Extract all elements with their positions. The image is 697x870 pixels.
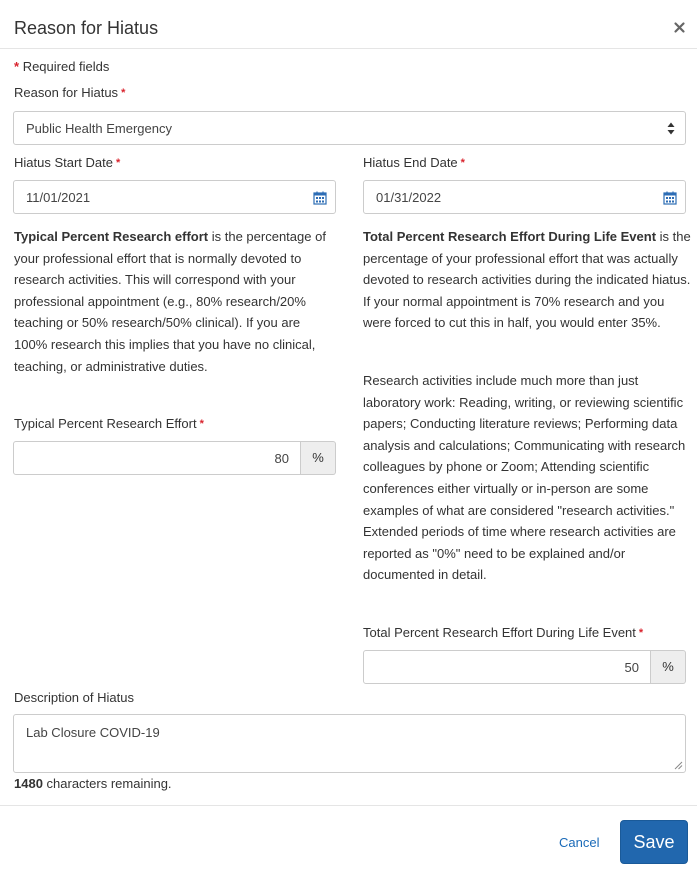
save-button[interactable]: Save bbox=[620, 820, 688, 864]
total-effort-help-text bbox=[363, 226, 691, 334]
typical-effort-label-text: Typical Percent Research Effort bbox=[14, 416, 197, 431]
required-note-text: Required fields bbox=[22, 59, 110, 74]
dialog-header bbox=[0, 0, 697, 49]
total-effort-help-title: Total Percent Research Effort During Life Event bbox=[363, 229, 657, 244]
description-value: Lab Closure COVID-19 bbox=[26, 725, 160, 740]
start-date-label bbox=[14, 155, 120, 171]
required-star: * bbox=[14, 59, 20, 74]
end-date-input[interactable] bbox=[363, 180, 686, 214]
typical-effort-help-title: Typical Percent Research effort bbox=[14, 229, 209, 244]
typical-effort-label bbox=[14, 416, 204, 432]
typical-effort-input[interactable] bbox=[13, 441, 301, 475]
characters-remaining-text: characters remaining. bbox=[42, 776, 172, 791]
typical-effort-help-body: is the percentage of your professional effort that is normally devoted to research activities. This will correspond with your professional appointment (e.g., 80% research/20% teaching or 50% research/50% clinical). If you are 100% research this implies that you have no clinical, teaching, or administrative duties. bbox=[14, 229, 326, 374]
required-star: * bbox=[116, 157, 121, 169]
required-fields-note bbox=[14, 59, 109, 75]
end-date-label bbox=[363, 155, 465, 171]
description-textarea[interactable] bbox=[13, 714, 686, 773]
total-effort-help-body: is the percentage of your professional effort that was actually devoted to research activities during the indicated hiatus. If your normal appointment is 70% research and you were forced to cut this in half, you would enter 35%. bbox=[363, 229, 691, 331]
calendar-icon[interactable] bbox=[313, 191, 327, 205]
reason-label bbox=[14, 85, 125, 101]
end-date-label-text: Hiatus End Date bbox=[363, 155, 458, 170]
characters-remaining bbox=[14, 776, 172, 792]
total-effort-value: 50 bbox=[624, 660, 639, 675]
reason-select[interactable] bbox=[13, 111, 686, 145]
cancel-button[interactable]: Cancel bbox=[559, 835, 600, 850]
required-star: * bbox=[121, 87, 126, 99]
close-button[interactable] bbox=[672, 17, 688, 37]
total-effort-input[interactable] bbox=[363, 650, 651, 684]
dialog-title: Reason for Hiatus bbox=[14, 18, 159, 38]
characters-remaining-count: 1480 bbox=[14, 776, 43, 791]
required-star: * bbox=[199, 418, 204, 430]
start-date-value: 11/01/2021 bbox=[26, 190, 91, 205]
total-effort-input-group bbox=[363, 650, 686, 684]
typical-effort-input-group bbox=[13, 441, 336, 475]
typical-effort-value: 80 bbox=[274, 451, 289, 466]
total-effort-label bbox=[363, 625, 643, 641]
description-label: Description of Hiatus bbox=[14, 690, 134, 705]
percent-addon: % bbox=[301, 441, 336, 475]
reason-selected-value: Public Health Emergency bbox=[26, 121, 172, 136]
total-effort-label-text: Total Percent Research Effort During Life Event bbox=[363, 625, 636, 640]
percent-addon: % bbox=[651, 650, 686, 684]
start-date-input[interactable] bbox=[13, 180, 336, 214]
required-star: * bbox=[460, 157, 465, 169]
resize-grip-icon[interactable] bbox=[674, 761, 683, 770]
required-star: * bbox=[638, 627, 644, 639]
select-arrows-icon bbox=[667, 122, 675, 135]
typical-effort-help-text bbox=[14, 226, 336, 377]
research-activities-help-text: Research activities include much more than just laboratory work: Reading, writing, or reviewing scientific papers; Conducting literature reviews; Performing data analysis and calculations; Communicating with research colleagues by phone or Zoom; Attending scientific conferences either virtually or in-person are some examples of what are considered "research activities." Extended periods of time where research activities are reported as "0%" need to be explained and/or documented in detail. bbox=[363, 373, 686, 583]
reason-label-text: Reason for Hiatus bbox=[14, 85, 119, 100]
end-date-value: 01/31/2022 bbox=[376, 190, 442, 205]
start-date-label-text: Hiatus Start Date bbox=[14, 155, 113, 170]
close-icon bbox=[672, 17, 688, 37]
calendar-icon[interactable] bbox=[663, 191, 677, 205]
